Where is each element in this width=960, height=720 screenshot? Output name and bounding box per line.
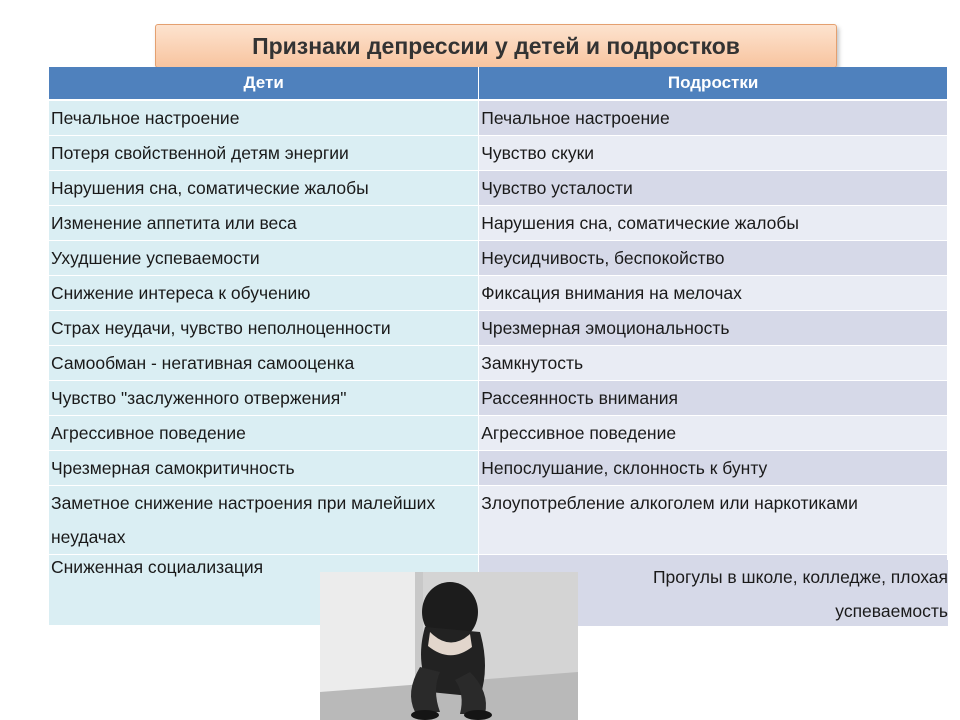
- cell-children: Страх неудачи, чувство неполноценности: [49, 311, 479, 346]
- cell-teens: Злоупотребление алкоголем или наркотиками: [479, 486, 948, 555]
- cell-children: Чрезмерная самокритичность: [49, 451, 479, 486]
- symptoms-table: [49, 67, 948, 626]
- cell-children: Снижение интереса к обучению: [49, 276, 479, 311]
- table-row: [49, 276, 948, 311]
- table-row: [49, 381, 948, 416]
- sad-teen-photo: [320, 572, 578, 720]
- cell-teens: Фиксация внимания на мелочах: [479, 276, 948, 311]
- table-row: [49, 171, 948, 206]
- table-row: [49, 100, 948, 136]
- cell-children: Агрессивное поведение: [49, 416, 479, 451]
- cell-children: Нарушения сна, соматические жалобы: [49, 171, 479, 206]
- header-teens: Подростки: [479, 67, 948, 100]
- table-row: [49, 346, 948, 381]
- table-row: [49, 241, 948, 276]
- cell-teens: Печальное настроение: [479, 100, 948, 136]
- cell-teens: Замкнутость: [479, 346, 948, 381]
- cell-teens: Неусидчивость, беспокойство: [479, 241, 948, 276]
- table-row: [49, 311, 948, 346]
- cell-children: Самообман - негативная самооценка: [49, 346, 479, 381]
- cell-children: Потеря свойственной детям энергии: [49, 136, 479, 171]
- cell-teens: Агрессивное поведение: [479, 416, 948, 451]
- header-children: Дети: [49, 67, 479, 100]
- cell-teens: Чувство скуки: [479, 136, 948, 171]
- cell-teens: Нарушения сна, соматические жалобы: [479, 206, 948, 241]
- table-row: [49, 416, 948, 451]
- cell-children: Чувство "заслуженного отвержения": [49, 381, 479, 416]
- last-row-teen-text: Прогулы в школе, колледже, плохая успеваемость: [578, 560, 948, 626]
- cell-teens: Чрезмерная эмоциональность: [479, 311, 948, 346]
- cell-teens: Непослушание, склонность к бунту: [479, 451, 948, 486]
- cell-children: Заметное снижение настроения при малейших неудачах: [49, 486, 479, 555]
- cell-children: Сниженная социализация: [49, 555, 479, 626]
- cell-children: Печальное настроение: [49, 100, 479, 136]
- page-title: Признаки депрессии у детей и подростков: [155, 24, 837, 68]
- table-header-row: [49, 67, 948, 100]
- cell-children: Ухудшение успеваемости: [49, 241, 479, 276]
- cell-children: Изменение аппетита или веса: [49, 206, 479, 241]
- table-row: [49, 136, 948, 171]
- table-row: [49, 206, 948, 241]
- cell-teens: Чувство усталости: [479, 171, 948, 206]
- table-row: [49, 486, 948, 555]
- cell-teens: Рассеянность внимания: [479, 381, 948, 416]
- table-row: [49, 451, 948, 486]
